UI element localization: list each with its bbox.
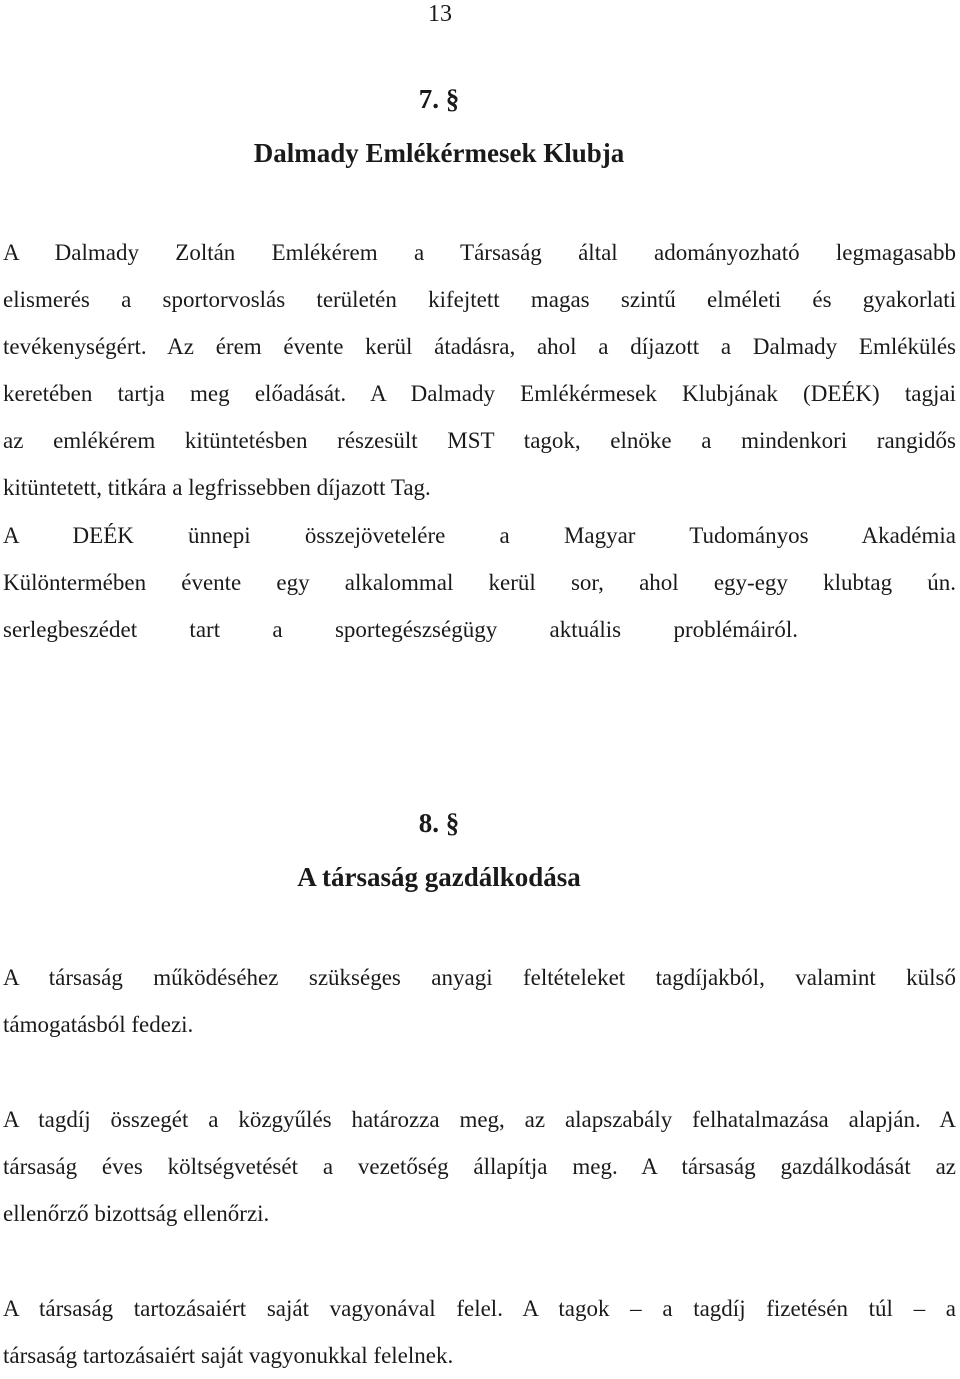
section-8-number: 8. § xyxy=(418,808,460,838)
text-line: tevékenységért. Az érem évente kerül átadásra, ahol a díjazott a Dalmady Emlékülés xyxy=(3,334,956,359)
text-line: ellenőrző bizottság ellenőrzi. xyxy=(3,1201,270,1226)
section-7-paragraph-2 xyxy=(3,512,956,653)
section-7-paragraph-1 xyxy=(3,229,956,511)
section-8-paragraph-1 xyxy=(3,954,956,1048)
section-7-title: Dalmady Emlékérmesek Klubja xyxy=(253,138,625,168)
text-line: társaság éves költségvetését a vezetőség állapítja meg. A társaság gazdálkodását az xyxy=(3,1154,956,1179)
section-7-number: 7. § xyxy=(418,84,460,114)
text-line: elismerés a sportorvoslás területén kifejtett magas szintű elméleti és gyakorlati xyxy=(3,287,956,312)
text-line: keretében tartja meg előadását. A Dalmady Emlékérmesek Klubjának (DEÉK) tagjai xyxy=(3,381,956,406)
text-line: A társaság tartozásaiért saját vagyonával felel. A tagok – a tagdíj fizetésén túl – a xyxy=(3,1296,956,1321)
text-line: az emlékérem kitüntetésben részesült MST tagok, elnöke a mindenkori rangidős xyxy=(3,428,956,453)
text-line: kitüntetett, titkára a legfrissebben díjazott Tag. xyxy=(3,475,431,500)
text-line: A DEÉK ünnepi összejövetelére a Magyar Tudományos Akadémia xyxy=(3,523,956,548)
section-8-paragraph-2 xyxy=(3,1096,956,1237)
page-number: 13 xyxy=(428,1,452,27)
section-8-paragraph-3 xyxy=(3,1285,956,1379)
text-line: A társaság működéséhez szükséges anyagi feltételeket tagdíjakból, valamint külső xyxy=(3,965,956,990)
text-line: Különtermében évente egy alkalommal kerül sor, ahol egy-egy klubtag ún. xyxy=(3,570,956,595)
text-line: A tagdíj összegét a közgyűlés határozza meg, az alapszabály felhatalmazása alapján. A xyxy=(3,1107,956,1132)
text-line: A Dalmady Zoltán Emlékérem a Társaság által adományozható legmagasabb xyxy=(3,240,956,265)
text-line: társaság tartozásaiért saját vagyonukkal felelnek. xyxy=(3,1343,454,1368)
text-line: támogatásból fedezi. xyxy=(3,1012,194,1037)
section-8-title: A társaság gazdálkodása xyxy=(297,862,581,892)
text-line: serlegbeszédet tart a sportegészségügy aktuális problémáiról. xyxy=(3,617,798,642)
